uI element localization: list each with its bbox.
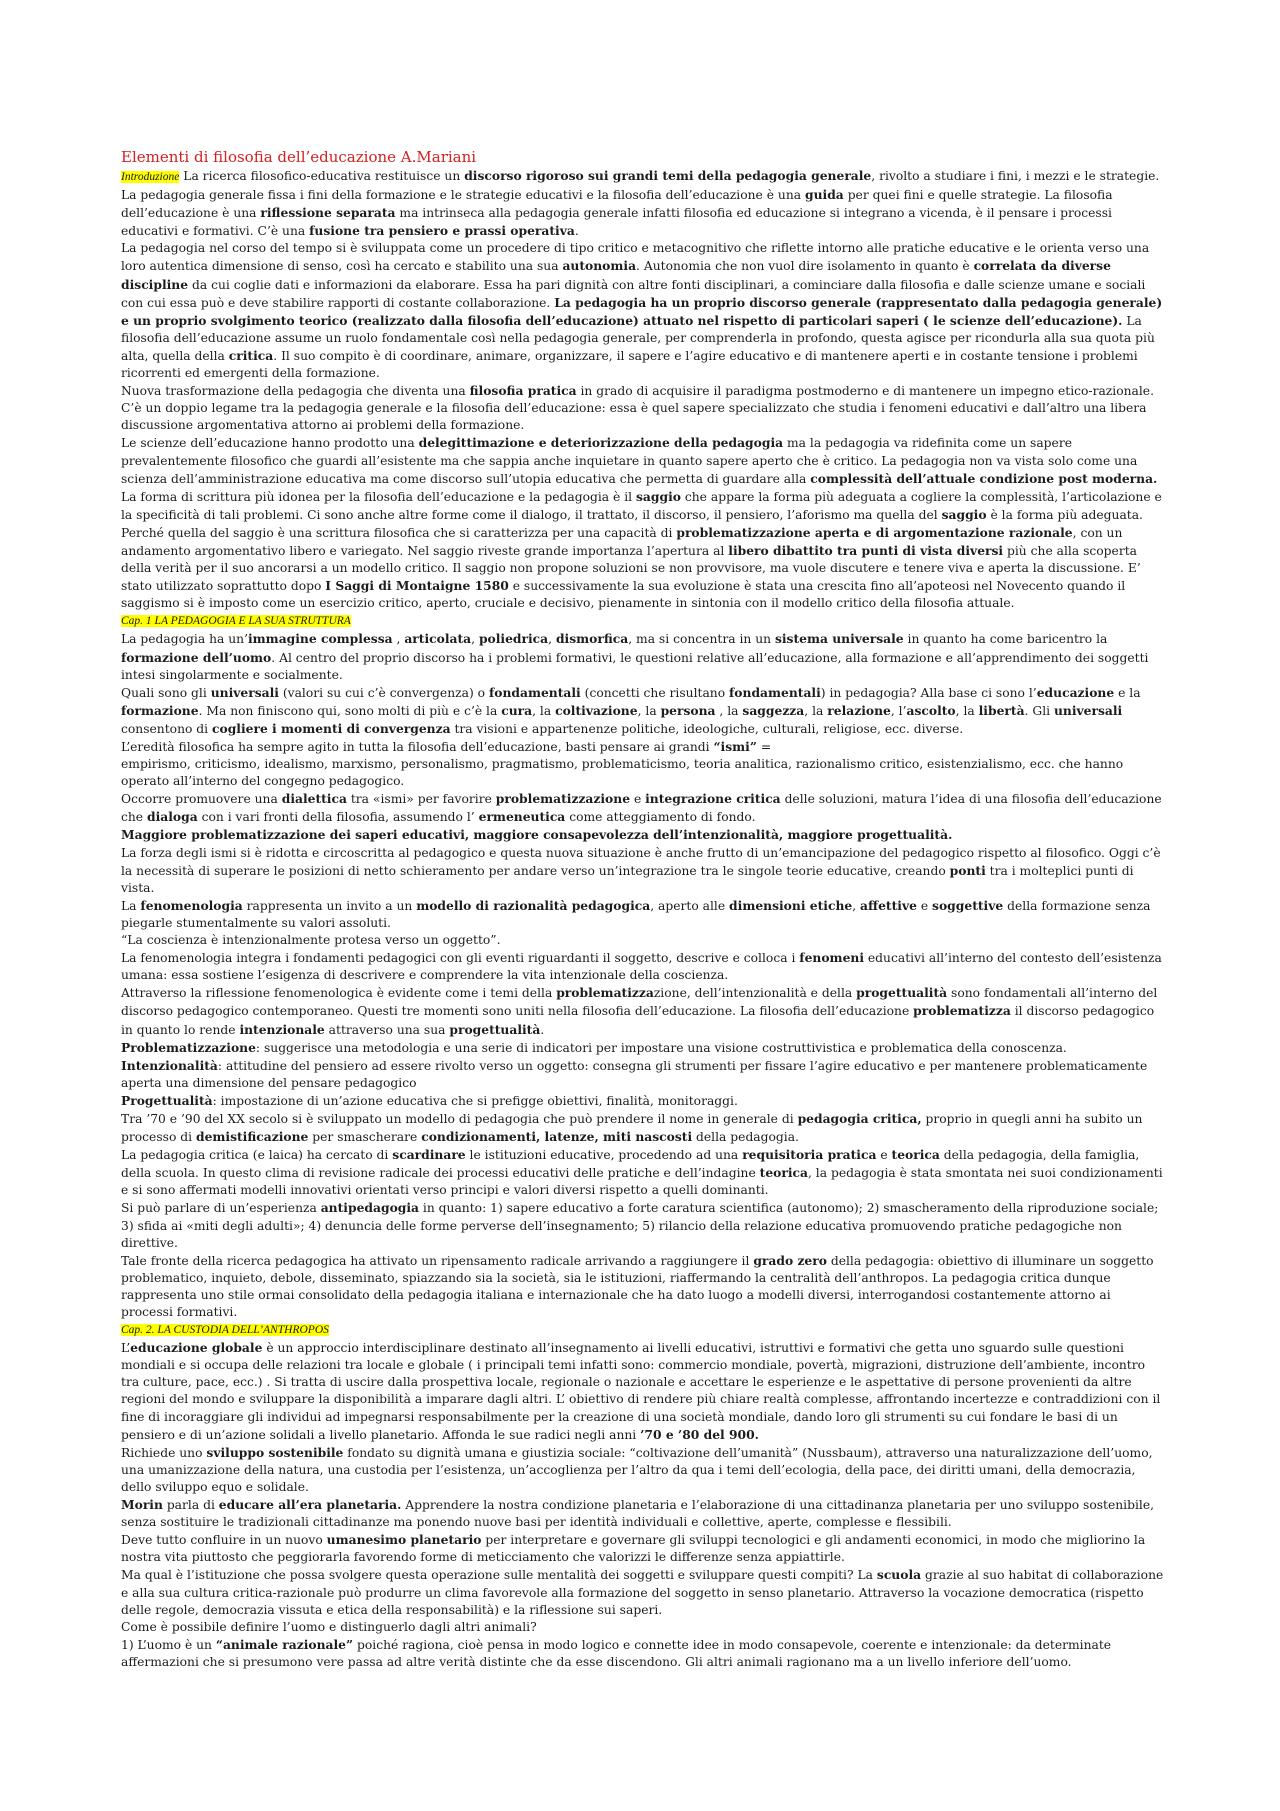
bold-term: riflessione separata [260, 205, 396, 221]
bold-term: affettive [860, 897, 917, 913]
bold-term: dialoga [147, 809, 198, 825]
paragraph: Nuova trasformazione della pedagogia che diventa una filosofia pratica in grado di acquisire il paradigma postmoderno e di mantenere un impegno etico-razionale. C’è un doppio legame tra la pedagogia generale e la filosofia dell’educazione: essa è quel sapere specializzato che studia i fenomeni educativi e dall’altro una libera discussione argomentativa attorno ai problemi della formazione. [121, 383, 1154, 433]
bold-term: saggezza [742, 702, 805, 718]
document-page [121, 148, 1166, 1671]
bold-term: I Saggi di Montaigne 1580 [325, 578, 509, 594]
bold-term: ’70 e ’80 del 900. [640, 1426, 759, 1442]
bold-term: progettualità [449, 1021, 541, 1037]
bold-term: teorica [759, 1165, 808, 1181]
bold-term: problematizzazione aperta e di argomentazione razionale [676, 524, 1073, 540]
bold-term: articolata [404, 631, 472, 647]
bold-term: persona [660, 702, 716, 718]
bold-term: requisitoria pratica [742, 1147, 877, 1163]
paragraph: La fenomenologia rappresenta un invito a un modello di razionalità pedagogica, aperto alle dimensioni etiche, affettive e soggettive della formazione senza piegarle stumentalmente su valori assoluti. [121, 897, 1151, 930]
paragraph: Si può parlare di un’esperienza antipedagogia in quanto: 1) sapere educativo a forte caratura scientifica (autonomo); 2) smascheramento della riproduzione sociale; 3) sfida ai «miti degli adulti»; 4) denuncia delle forme perverse dell’insegnamento; 5) rilancio della relazione educativa promuovendo pratiche pedagogiche non direttive. [121, 1200, 1159, 1250]
bold-term: correlata da diverse discipline [121, 258, 1111, 292]
bold-term: dialettica [281, 791, 347, 807]
bold-term: grado zero [753, 1252, 827, 1268]
bold-term: educazione globale [130, 1340, 263, 1356]
bold-term: sviluppo sostenibile [206, 1444, 344, 1460]
bold-term: integrazione critica [645, 791, 781, 807]
bold-term: libero dibattito tra punti di vista diversi [728, 542, 1004, 558]
bold-term: complessità dell’attuale condizione post moderna. [810, 470, 1158, 486]
bold-term: relazione [827, 702, 891, 718]
document-title: Elementi di filosofia dell’educazione A.Mariani [121, 148, 477, 166]
bold-term: universali [1053, 702, 1123, 718]
bold-term: coltivazione [555, 702, 638, 718]
heading-cap1: Cap. 1 LA PEDAGOGIA E LA SUA STRUTTURA [121, 615, 351, 628]
bold-term: pedagogia critica, [797, 1110, 922, 1126]
paragraph: L’eredità filosofica ha sempre agito in tutta la filosofia dell’educazione, basti pensare ai grandi “ismi” = [121, 739, 772, 754]
bold-term: Progettualità [121, 1092, 213, 1108]
paragraph: Tale fronte della ricerca pedagogica ha attivato un ripensamento radicale arrivando a raggiungere il grado zero della pedagogia: obiettivo di illuminare un soggetto problematico, inquieto, debole, disseminato, spiazzando sia la società, sia le istituzioni, riaffermando la centralità dell’anthropos. La pedagogia critica dunque rappresenta uno stile ormai consolidato della pedagogia italiana e internazionale che ha dato luogo a modelli diversi, interrogandosi costantemente attorno ai processi formativi. [121, 1252, 1154, 1319]
bold-term: condizionamenti, latenze, miti nascosti [421, 1129, 693, 1145]
paragraph: “La coscienza è intenzionalmente protesa verso un oggetto”. [121, 933, 501, 948]
paragraph: 1) L’uomo è un “animale razionale” poiché ragiona, cioè pensa in modo logico e connette idee in modo consapevole, coerente e intenzionale: da determinate affermazioni che si presumono vere passa ad altre verità distinte che da esse discendono. Gli altri animali ragionano ma a un livello inferiore dell’uomo. [121, 1636, 1112, 1669]
chapter-heading [121, 1321, 1166, 1339]
paragraph: L’educazione globale è un approccio interdisciplinare destinato all’insegnamento ai livelli educativi, istruttivi e formativi che getta uno sguardo sulle questioni mondiali e si occupa delle relazioni tra locale e globale ( i principali temi infatti sono: commercio mondiale, povertà, migrazioni, distruzione dell’ambiente, incontro tra culture, pace, ecc.) . Si tratta di uscire dalla prospettiva locale, regionale o nazionale e accettare le esperienze e le aspettative di persone provenienti da altre regioni del mondo e sviluppare la disponibilità a imparare dagli altri. L’ obiettivo di rendere più chiare realtà complesse, affrontando incertezze e contraddizioni con il fine di incoraggiare gli individui ad impegnarsi responsabilmente per la creazione di una società mondiale, dando loro gli strumenti su cui fondare le basi di un pensiero e di un’azione solidali a livello planetario. Affonda le sue radici negli anni ’70 e ’80 del 900. [121, 1340, 1161, 1442]
paragraph: La forma di scrittura più idonea per la filosofia dell’educazione e la pedagogia è il saggio che appare la forma più adeguata a cogliere la complessità, l’articolazione e la specificità di tali problemi. Ci sono anche altre forme come il dialogo, il trattato, il discorso, il pensiero, l’aforismo ma quella del saggio è la forma più adeguata. [121, 488, 1162, 522]
bold-term: problematizzazione [495, 791, 631, 807]
bold-term: saggio [636, 488, 681, 504]
paragraph: Morin parla di educare all’era planetaria. Apprendere la nostra condizione planetaria e l’elaborazione di una cittadinanza planetaria per uno sviluppo sostenibile, senza sostituire le tradizionali cittadinanze ma ponendo nuove basi per identità individuali e collettive, aperte, complesse e flessibili. [121, 1497, 1155, 1530]
bold-term: Intenzionalità [121, 1057, 218, 1073]
paragraph: Progettualità: impostazione di un’azione educativa che si prefigge obiettivi, finalità, monitoraggi. [121, 1092, 738, 1108]
bold-term: fenomeni [799, 950, 864, 966]
paragraph: La fenomenologia integra i fondamenti pedagogici con gli eventi riguardanti il soggetto, descrive e colloca i fenomeni educativi all’interno del contesto dell’esistenza umana: essa sostiene l’esigenza di descrivere e comprendere la vita intenzionale della coscienza. [121, 950, 1162, 983]
paragraph-text: La ricerca filosofico-educativa restituisce un discorso rigoroso sui grandi temi della pedagogia generale, rivolto a studiare i fini, i mezzi e le strategie. La pedagogia generale fissa i fini della formazione e le strategie educativi e la filosofia dell’educazione è una guida per quei fini e quelle strategie. La filosofia dell’educazione è una riflessione separata ma intrinseca alla pedagogia generale infatti filosofia ed educazione si integrano a vicenda, è il pensare i processi educativi e formativi. C’è una fusione tra pensiero e prassi operativa. [121, 168, 1160, 239]
paragraph: Tra ’70 e ’90 del XX secolo si è sviluppato un modello di pedagogia che può prendere il nome in generale di pedagogia critica, proprio in quegli anni ha subito un processo di demistificazione per smascherare condizionamenti, latenze, miti nascosti della pedagogia. [121, 1110, 1143, 1145]
paragraph: Quali sono gli universali (valori su cui c’è convergenza) o fondamentali (concetti che risultano fondamentali) in pedagogia? Alla base ci sono l’educazione e la formazione. Ma non finiscono qui, sono molti di più e c’è la cura, la coltivazione, la persona , la saggezza, la relazione, l’ascolto, la libertà. Gli universali consentono di cogliere i momenti di convergenza tra visioni e appartenenze politiche, ideologiche, culturali, religiose, ecc. diverse. [121, 684, 1141, 736]
bold-term: soggettive [932, 897, 1004, 913]
bold-term: sistema universale [774, 631, 904, 647]
bold-term: ermeneutica [478, 809, 566, 825]
paragraph: La forza degli ismi si è ridotta e circoscritta al pedagogico e questa nuova situazione è anche frutto di un’emancipazione del pedagogico rispetto al filosofico. Oggi c’è la necessità di superare le posizioni di netto schieramento per andare verso un’integrazione tra le singole teorie educative, creando ponti tra i molteplici punti di vista. [121, 845, 1161, 895]
paragraph: Ma qual è l’istituzione che possa svolgere questa operazione sulle mentalità dei soggetti e sviluppare questi compiti? La scuola grazie al suo habitat di collaborazione e alla sua cultura critica-razionale può produrre un clima favorevole alla formazione del soggetto in senso planetario. Attraverso la vocazione democratica (rispetto delle regole, democrazia vissuta e etica della responsabilità) e la riflessione sui saperi. [121, 1567, 1164, 1617]
bold-term: teorica [891, 1147, 940, 1163]
bold-term: saggio [941, 506, 987, 522]
bold-term: intenzionale [239, 1021, 325, 1037]
bold-term: fondamentali [488, 684, 581, 700]
bold-term: ponti [949, 862, 986, 878]
paragraph: La pedagogia critica (e laica) ha cercato di scardinare le istituzioni educative, procedendo ad una requisitoria pratica e teorica della pedagogia, della famiglia, della scuola. In questo clima di revisione radicale dei processi educativi delle pratiche e dell’indagine teorica, la pedagogia è stata smontata nei suoi condizionamenti e si sono affermati modelli innovativi orientati verso principi e valori diversi rispetto a quelli dominanti. [121, 1147, 1163, 1198]
bold-term: problematizza [913, 1003, 1011, 1019]
bold-term: immagine complessa [248, 631, 393, 647]
bold-term: umanesimo planetario [326, 1532, 482, 1548]
bold-term: antipedagogia [320, 1200, 420, 1216]
bold-term: problematizza [556, 985, 654, 1001]
paragraph [121, 826, 1166, 844]
bold-term: “ismi” [713, 739, 757, 754]
paragraph: Perché quella del saggio è una scrittura filosofica che si caratterizza per una capacità di problematizzazione aperta e di argomentazione razionale, con un andamento argomentativo libero e variegato. Nel saggio riveste grande importanza l’apertura al libero dibattito tra punti di vista diversi più che alla scoperta della verità per il suo ancorarsi a un modello critico. Il saggio non propone soluzioni se non provvisore, ma vuole discutere e tenere viva e aperta la discussione. E’ stato utilizzato soprattutto dopo I Saggi di Montaigne 1580 e successivamente la sua evoluzione è stata una crescita fino all’apoteosi nel Novecento quando il saggismo si è imposto come un esercizio critico, aperto, cruciale e decisivo, pienamente in sintonia con il modello critico della filosofia attuale. [121, 524, 1141, 611]
bold-term: modello di razionalità pedagogica [416, 897, 651, 913]
bold-term: fusione tra pensiero e prassi operativa [309, 223, 575, 239]
paragraph: Intenzionalità: attitudine del pensiero ad essere rivolto verso un oggetto: consegna gli strumenti per fissare l’agire educativo e per mantenere problematicamente aperta una dimensione del pensare pedagogico [121, 1057, 1148, 1090]
bold-term: dismorfica [555, 631, 629, 647]
bold-term: Morin [121, 1497, 163, 1513]
bold-term: Maggiore problematizzazione dei saperi educativi, maggiore consapevolezza dell’intenzionalità, maggiore progettualità. [121, 827, 953, 843]
bold-term: ascolto [906, 702, 956, 718]
bold-term: guida [805, 187, 844, 203]
bold-term: fondamentali [729, 684, 821, 700]
bold-term: “animale razionale” [215, 1636, 354, 1652]
chapter-heading [121, 612, 1166, 630]
bold-term: Problematizzazione [121, 1039, 256, 1055]
bold-term: demistificazione [195, 1129, 309, 1145]
bold-term: formazione [121, 702, 199, 718]
bold-term: educare all’era planetaria. [218, 1497, 402, 1513]
paragraph: Come è possibile definire l’uomo e distinguerlo dagli altri animali? [121, 1619, 537, 1634]
paragraph: Problematizzazione: suggerisce una metodologia e una serie di indicatori per impostare una visione costruttivistica e problematica della conoscenza. [121, 1039, 1067, 1055]
bold-term: filosofia pratica [469, 383, 577, 399]
paragraph: Richiede uno sviluppo sostenibile fondato su dignità umana e giustizia sociale: “coltivazione dell’umanità” (Nussbaum), attraverso una naturalizzazione dell’uomo, una umanizzazione della natura, una custodia per l’esistenza, un’accoglienza per l’altro da qua i temi dell’ecologia, della pace, dei diritti umani, della democrazia, dello sviluppo equo e solidale. [121, 1444, 1153, 1494]
paragraph: Attraverso la riflessione fenomenologica è evidente come i temi della problematizzazione, dell’intenzionalità e della progettualità sono fondamentali all’interno del discorso pedagogico contemporaneo. Questi tre momenti sono uniti nella filosofia dell’educazione. La filosofia dell’educazione problematizza il discorso pedagogico in quanto lo rende intenzionale attraverso una sua progettualità. [121, 985, 1158, 1037]
heading-cap2: Cap. 2. LA CUSTODIA DELL’ANTHROPOS [121, 1324, 329, 1337]
bold-term: libertà [978, 702, 1025, 718]
bold-term: delegittimazione e deteriorizzazione della pedagogia [418, 435, 784, 451]
bold-term: poliedrica [478, 631, 549, 647]
bold-term: formazione dell’uomo [121, 649, 272, 665]
bold-term: critica [228, 347, 274, 363]
bold-term: cura [501, 702, 533, 718]
paragraph: Deve tutto confluire in un nuovo umanesimo planetario per interpretare e governare gli sviluppi tecnologici e gli andamenti economici, in modo che migliorino la nostra vita piuttosto che peggiorarla favorendo forme di meticciamento che valorizzi le differenze senza appiattirle. [121, 1532, 1146, 1565]
paragraph [121, 167, 1166, 240]
bold-term: fenomenologia [140, 897, 243, 913]
bold-term: La pedagogia ha un proprio discorso generale (rappresentato dalla pedagogia generale) e un proprio svolgimento teorico (realizzato dalla filosofia dell’educazione) attuato nel rispetto di particolari saperi ( le scienze dell’educazione). [121, 294, 1163, 328]
bold-term: cogliere i momenti di convergenza [212, 720, 451, 736]
paragraph: La pedagogia ha un’immagine complessa , articolata, poliedrica, dismorfica, ma si concentra in un sistema universale in quanto ha come baricentro la formazione dell’uomo. Al centro del proprio discorso ha i problemi formativi, le questioni relative all’educazione, alla formazione e all’apprendimento dei soggetti intesi singolarmente e socialmente. [121, 631, 1149, 682]
paragraph: La pedagogia nel corso del tempo si è sviluppata come un procedere di tipo critico e metacognitivo che riflette intorno alle pratiche educative e le orienta verso una loro autentica dimensione di senso, così ha cercato e stabilito una sua autonomia. Autonomia che non vuol dire isolamento in quanto è correlata da diverse discipline da cui coglie dati e informazioni da elaborare. Essa ha pari dignità con altre fonti disciplinari, a cominciare dalla filosofia e dalle scienze umane e sociali con cui essa può e deve stabilire rapporti di costante collaborazione. La pedagogia ha un proprio discorso generale (rappresentato dalla pedagogia generale) e un proprio svolgimento teorico (realizzato dalla filosofia dell’educazione) attuato nel rispetto di particolari saperi ( le scienze dell’educazione). La filosofia dell’educazione assume un ruolo fondamentale così nella pedagogia generale, per comprenderla in profondo, questa agisce per ricondurla alla sua quota più alta, quella della critica. Il suo compito è di coordinare, animare, organizzare, il sapere e l’agire educativo e di mantenere aperti e in costante tensione i problemi ricorrenti ed emergenti della formazione. [121, 241, 1163, 381]
bold-term: discorso rigoroso sui grandi temi della pedagogia generale [464, 168, 872, 183]
bold-term: universali [210, 684, 279, 700]
paragraph: Occorre promuovere una dialettica tra «ismi» per favorire problematizzazione e integrazione critica delle soluzioni, matura l’idea di una filosofia dell’educazione che dialoga con i vari fronti della filosofia, assumendo l’ ermeneutica come atteggiamento di fondo. [121, 791, 1162, 825]
bold-term: scuola [876, 1567, 922, 1583]
paragraph: empirismo, criticismo, idealismo, marxismo, personalismo, pragmatismo, problematicismo, teoria analitica, razionalismo critico, esistenzialismo, ecc. che hanno operato all’interno del congegno pedagogico. [121, 757, 1124, 789]
bold-term: educazione [1036, 684, 1115, 700]
bold-term: scardinare [392, 1147, 466, 1163]
paragraph: Le scienze dell’educazione hanno prodotto una delegittimazione e deteriorizzazione della pedagogia ma la pedagogia va ridefinita come un sapere prevalentemente filosofico che guardi all’esistente ma che sappia anche inquietare in quanto sapere aperto che è critico. La pedagogia non va vista solo come una scienza dell’amministrazione educativa ma come discorso sull’utopia educativa che permetta di guardare alla complessità dell’attuale condizione post moderna. [121, 435, 1158, 486]
bold-term: autonomia [562, 258, 637, 274]
heading-introduzione: Introduzione [121, 171, 180, 183]
bold-term: progettualità [856, 985, 948, 1001]
bold-term: dimensioni etiche [729, 897, 853, 913]
